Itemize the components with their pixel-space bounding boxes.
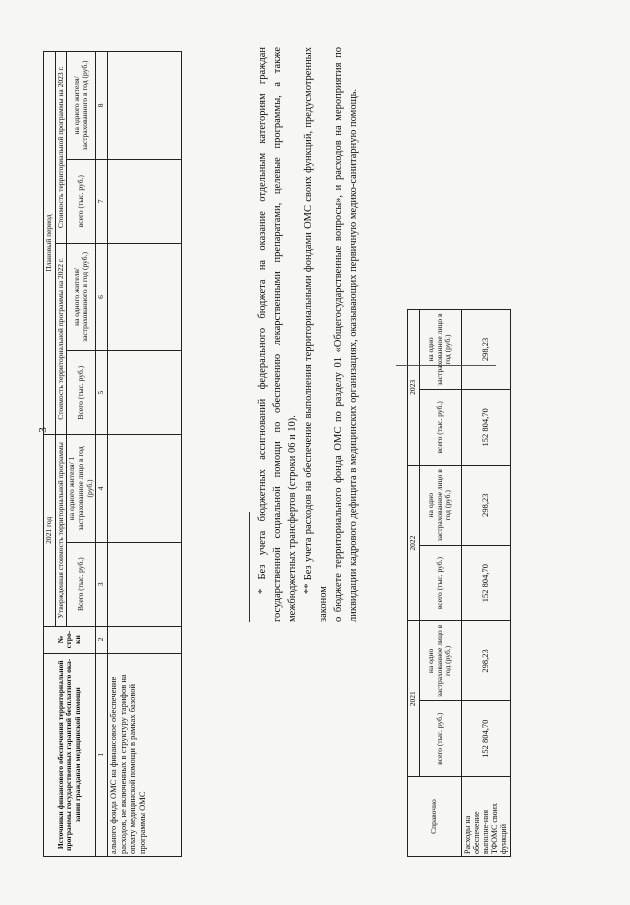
signature-line	[396, 365, 496, 366]
row-cell	[107, 435, 181, 543]
column-number: 1	[96, 653, 108, 856]
footnote-2-continued: о бюджете территориального фонда ОМС по разделу 01 «Общегосударственные вопросы», и расходов на мероприятия по ликвидации кадрового дефицита в медицинских организациях, оказывающих первичную медико-санитарную помощь.	[333, 47, 360, 622]
rotated-content	[35, 42, 595, 862]
cost-table	[43, 51, 182, 857]
header-total: всего (тыс. руб.)	[419, 701, 461, 777]
row-source-text: ального фонда ОМС на финансовое обеспечение расходов, не включенных в структуру тарифов на оплату медицинской помощи в рамках базовой программы ОМС	[107, 653, 181, 856]
header-per-insured: на одно застрахованное лицо в год (руб.)	[419, 621, 461, 701]
header-source: Источники финансового обеспечения территориальной программы государственных гарантий бесплатного ока-зания гражданам медицинской помощи	[44, 653, 96, 856]
header-total-2022: Всего (тыс. руб.)	[67, 351, 96, 435]
header-per-capita-2021: на одного жителя/ 1 застрахованное лицо в год (руб.)	[67, 435, 96, 543]
header-per-insured: на одно застрахованное лицо в год (руб.)	[419, 465, 461, 545]
header-row-number: № стро-ки	[44, 626, 96, 653]
header-total: всего (тыс. руб.)	[419, 389, 461, 465]
column-number: 3	[96, 542, 108, 626]
header-per-capita-2022: на одного жителя/ застрахованного в год (руб.)	[67, 243, 96, 351]
header-total-2023: всего (тыс. руб.)	[67, 159, 96, 243]
row-cell	[107, 626, 181, 653]
header-cost-2023: Стоимость территориальной программы на 2023 г.	[55, 52, 67, 244]
header-per-capita-2023: на одного жителя/ застрахованного в год (руб.)	[67, 52, 96, 160]
table-row	[461, 310, 510, 857]
row-cell	[107, 159, 181, 243]
header-year-2023: 2023	[408, 310, 420, 466]
header-cost-2022: Стоимость территориальной программы на 2022 г.	[55, 243, 67, 435]
row-cell	[107, 243, 181, 351]
column-number: 8	[96, 52, 108, 160]
header-total: всего (тыс. руб.)	[419, 545, 461, 621]
header-plan-period: Плановый период	[44, 52, 56, 435]
row-cell	[107, 351, 181, 435]
value-2021-total: 152 804,70	[461, 701, 510, 777]
header-total-2021: Всего (тыс. руб.)	[67, 542, 96, 626]
header-reference: Справочно	[408, 777, 462, 857]
reference-table	[407, 309, 511, 857]
footnote-1: * Без учета бюджетных ассигнований федерального бюджета на оказание отдельным категориям граждан государственной социальной помощи по обеспечению лекарственными препаратами, целевые программы, а также межбюджетных трансфертов (строки 06 и 10).	[257, 47, 299, 622]
footnote-2: ** Без учета расходов на обеспечение выполнения территориальными фондами ОМС своих функций, предусмотренных законом	[302, 47, 329, 622]
header-year-2021: 2021 год	[44, 435, 56, 627]
value-2023-total: 152 804,70	[461, 389, 510, 465]
column-number: 6	[96, 243, 108, 351]
row-cell	[107, 542, 181, 626]
header-per-insured: на одно застрахованное лицо в год (руб.)	[419, 310, 461, 390]
value-2021-per: 298,23	[461, 621, 510, 701]
row-label: Расходы на обеспечение выполне-ния ТФОМС своих функций	[461, 777, 510, 857]
header-year-2022: 2022	[408, 465, 420, 621]
header-approved-cost: Утвержденная стоимость территориальной программы	[55, 435, 67, 627]
footnote-divider	[249, 512, 250, 622]
column-number-row	[96, 52, 108, 857]
footnotes	[255, 47, 362, 622]
value-2022-total: 152 804,70	[461, 545, 510, 621]
row-cell	[107, 52, 181, 160]
column-number: 7	[96, 159, 108, 243]
value-2023-per: 298,23	[461, 310, 510, 390]
column-number: 5	[96, 351, 108, 435]
header-year-2021: 2021	[408, 621, 420, 777]
column-number: 4	[96, 435, 108, 543]
column-number: 2	[96, 626, 108, 653]
table-row	[107, 52, 181, 857]
value-2022-per: 298,23	[461, 465, 510, 545]
page-number: 3	[36, 427, 49, 433]
